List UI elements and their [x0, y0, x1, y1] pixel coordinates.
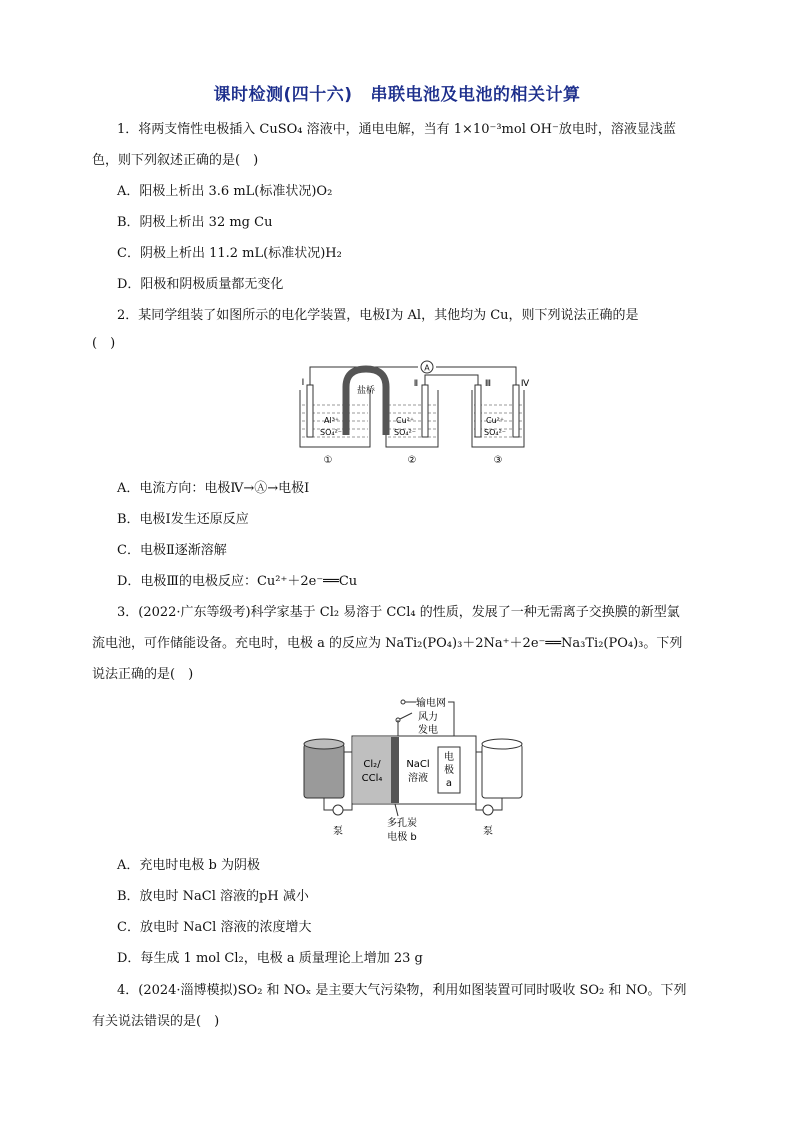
q2-stem-line1: 2．某同学组装了如图所示的电化学装置，电极Ⅰ为 Al，其他均为 Cu，则下列说法正确的是 [117, 308, 639, 323]
right-pump-label: 泵 [483, 826, 493, 837]
beaker-label-3: ③ [493, 455, 503, 466]
electrode-b-label-line1: 多孔炭 [387, 818, 417, 829]
q1-option-d: D．阳极和阴极质量都无变化 [117, 277, 284, 292]
electrode-a-label-2: 极 [444, 765, 454, 776]
electrode-a-label-3: a [445, 778, 453, 789]
q2-electrochemistry-figure [288, 355, 528, 473]
wire-ii-iii [425, 375, 478, 385]
ion-1-top: Al³⁺ [324, 416, 340, 425]
title-part2: 串联电池及电池的相关计算 [370, 85, 581, 105]
cl2-ccl4-compartment [353, 737, 391, 803]
q3-stem-line1: 3．(2022·广东等级考)科学家基于 Cl₂ 易溶于 CCl₄ 的性质，发展了一种无需离子交换膜的新型氯 [117, 605, 680, 620]
q1-stem-line2: 色，则下列叙述正确的是( ) [92, 153, 259, 168]
electrode-label-ii: Ⅱ [413, 379, 419, 389]
q3-stem-line2: 流电池，可作储能设备。充电时，电极 a 的反应为 NaTi₂(PO₄)₃＋2Na⁺＋2e⁻══Na₃Ti₂(PO₄)₃。下列 [92, 636, 683, 651]
left-tank [304, 744, 344, 798]
ammeter-label: A [424, 363, 430, 373]
beaker-label-1: ① [323, 455, 333, 466]
left-pump-icon [333, 805, 343, 815]
wire-iv [436, 367, 516, 385]
electrode-label-iii: Ⅲ [484, 379, 492, 389]
beaker-label-2: ② [407, 455, 417, 466]
q1-option-b: B．阴极上析出 32 mg Cu [117, 215, 273, 230]
right-tank [482, 744, 522, 798]
porous-carbon-electrode-b [391, 737, 399, 803]
wind-label-line1: 风力 [418, 712, 438, 723]
electrode-iv [513, 385, 519, 437]
q3-stem-line3: 说法正确的是( ) [92, 667, 194, 682]
q1-stem-line1: 1．将两支惰性电极插入 CuSO₄ 溶液中，通电电解，当有 1×10⁻³mol OH⁻放电时，溶液显浅蓝 [117, 122, 676, 137]
q1-option-c: C．阴极上析出 11.2 mL(标准状况)H₂ [117, 246, 342, 261]
left-cell-label-line2: CCl₄ [361, 773, 383, 784]
electrode-label-i: Ⅰ [301, 378, 305, 388]
ion-3-bottom: SO₄²⁻ [484, 428, 507, 437]
q3-option-b: B．放电时 NaCl 溶液的pH 减小 [117, 889, 309, 904]
left-pump-label: 泵 [333, 826, 343, 837]
electrode-i [307, 385, 313, 437]
electrode-b-label-line2: 电极 b [387, 832, 417, 843]
q2-stem-line2: ( ) [92, 336, 116, 351]
right-pump-icon [483, 805, 493, 815]
electrode-iii [475, 385, 481, 437]
ion-2-top: Cu²⁺ [396, 416, 415, 425]
ion-2-bottom: SO₄²⁻ [394, 428, 417, 437]
page-title [0, 80, 794, 105]
q3-option-a: A．充电时电极 b 为阴极 [117, 858, 260, 873]
q3-option-d: D．每生成 1 mol Cl₂，电极 a 质量理论上增加 23 g [117, 951, 423, 966]
q1-option-a: A．阳极上析出 3.6 mL(标准状况)O₂ [117, 184, 333, 199]
q4-stem-line2: 有关说法错误的是( ) [92, 1014, 220, 1029]
electrode-ii [422, 385, 428, 437]
left-cell-label-line1: Cl₂/ [363, 759, 381, 770]
q2-option-a: A．电流方向：电极Ⅳ→Ⓐ→电极Ⅰ [117, 481, 310, 496]
electrode-a-label-1: 电 [444, 752, 454, 763]
salt-bridge [346, 369, 386, 435]
q2-option-b: B．电极Ⅰ发生还原反应 [117, 512, 249, 527]
grid-label: 输电网 [416, 698, 446, 709]
q3-option-c: C．放电时 NaCl 溶液的浓度增大 [117, 920, 312, 935]
title-part1: 课时检测(四十六) [213, 85, 353, 105]
ion-1-bottom: SO₄²⁻ [320, 428, 343, 437]
electrode-label-iv: Ⅳ [520, 379, 530, 389]
q3-flow-battery-figure [298, 692, 528, 844]
wind-label-line2: 发电 [418, 725, 438, 736]
mid-cell-label-line2: 溶液 [408, 773, 428, 784]
q4-stem-line1: 4．(2024·淄博模拟)SO₂ 和 NOₓ 是主要大气污染物，利用如图装置可同时吸收 SO₂ 和 NO。下列 [117, 983, 687, 998]
salt-bridge-label: 盐桥 [356, 386, 376, 396]
q2-option-c: C．电极Ⅱ逐渐溶解 [117, 543, 227, 558]
mid-cell-label-line1: NaCl [406, 759, 430, 770]
ion-3-top: Cu²⁺ [486, 416, 505, 425]
q2-option-d: D．电极Ⅲ的电极反应：Cu²⁺＋2e⁻══Cu [117, 574, 358, 589]
